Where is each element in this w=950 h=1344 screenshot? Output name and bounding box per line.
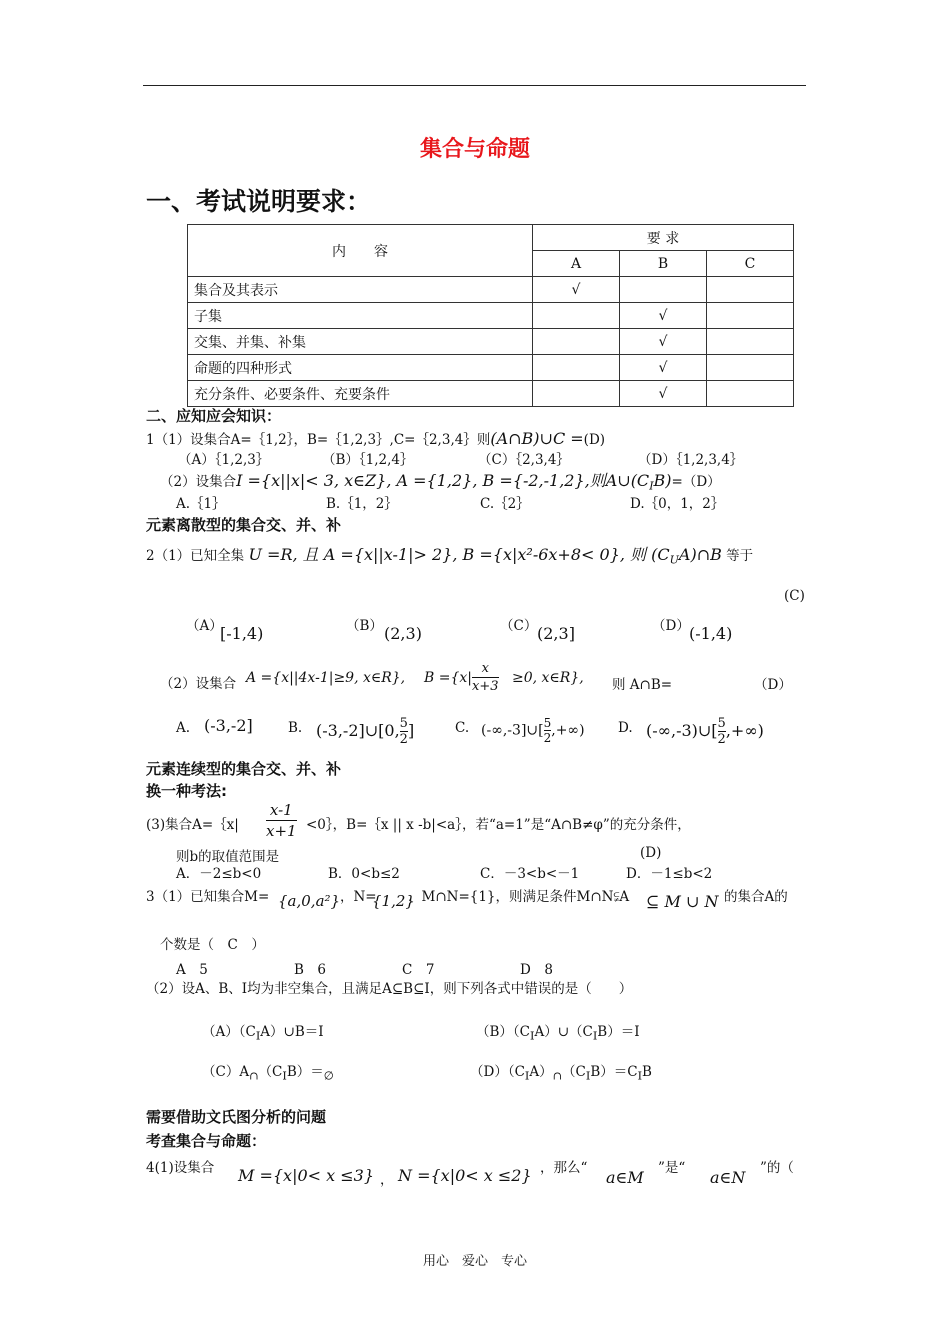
q4-option-c: C 7 xyxy=(402,962,435,978)
q1-part2-option-b: B.｛1，2｝ xyxy=(326,496,398,512)
level-a-header: A xyxy=(533,251,620,277)
q4p2-option-c: $(C)A_\cap(C_IB)=_\emptyset$ xyxy=(202,1064,334,1083)
q4-set-m: {a,0,a²} xyxy=(278,892,341,910)
q1-part2: （2）设集合I ={x||x|< 3, x∈Z}, A ={1,2}, B ={-2,-1,2},则$A\cup(C_IB)=(D)$ xyxy=(160,471,721,493)
q2-option-c-value: (2,3] xyxy=(537,624,575,643)
table-header-content: 内 容 xyxy=(188,225,533,277)
row-label: 交集、并集、补集 xyxy=(188,329,533,355)
section-heading-knowledge: 二、应知应会知识： xyxy=(146,407,282,425)
q2-set-b-left: B ={x| xyxy=(424,670,472,686)
page-title: 集合与命题 xyxy=(419,137,530,162)
check-mark: √ xyxy=(620,381,707,407)
empty-set-symbol: ∅ xyxy=(323,1069,334,1083)
q4p2-option-a: $(A)(C_IA)\cup B=I$ xyxy=(202,1024,324,1043)
table-row xyxy=(188,329,794,355)
q3-prefix: (3)集合A=｛x| xyxy=(146,817,239,833)
row-label: 集合及其表示 xyxy=(188,277,533,303)
table-row xyxy=(188,381,794,407)
row-label: 充分条件、必要条件、充要条件 xyxy=(188,381,533,407)
q4-line1-suffix: 的集合A的 xyxy=(724,889,788,905)
table-row xyxy=(188,355,794,381)
heading-continuous: 元素连续型的集合交、并、补 xyxy=(146,760,342,778)
q3-answer: (D) xyxy=(640,845,662,861)
q1-option-d: （D）｛1,2,3,4｝ xyxy=(638,452,744,468)
q4p2-option-d: $(D)(C_IA)_\cap(C_IB)=C_IB$ xyxy=(470,1064,652,1083)
q1-option-b: （B）｛1,2,4｝ xyxy=(322,452,414,468)
q4p2-option-b: $(B)(C_IA)\cup(C_IB)=I$ xyxy=(476,1024,640,1043)
q5-condition-2: a∈N xyxy=(710,1168,746,1187)
q3-fraction: x-1 x+1 xyxy=(266,801,297,840)
q5-set-n: N ={x|0< x ≤2} xyxy=(398,1166,532,1185)
q2-part2-prefix: （2）设集合 xyxy=(160,676,237,692)
header-rule xyxy=(143,85,806,86)
q2-part2-ask: 则 A∩B= xyxy=(612,677,673,693)
q1-option-a: （A）｛1,2,3｝ xyxy=(178,452,270,468)
heading-discrete: 元素离散型的集合交、并、补 xyxy=(146,516,342,534)
q2p2-option-b-label: B. xyxy=(288,720,303,736)
q4-option-a: A 5 xyxy=(176,962,208,978)
q2-option-c-label: （C） xyxy=(500,618,538,634)
q4-line1-mid2: ，M∩N={1}，则满足条件M∩N⫋A xyxy=(408,889,630,905)
check-mark: √ xyxy=(533,277,620,303)
q1-part2-option-a: A.｛1｝ xyxy=(176,496,226,512)
q3-option-d: D．－1≤b<2 xyxy=(626,866,713,882)
requirements-table xyxy=(187,224,794,407)
table-row xyxy=(188,277,794,303)
q2p2-option-d-label: D. xyxy=(618,720,633,736)
q5-condition-1: a∈M xyxy=(606,1168,644,1187)
q2p2-option-b: (-3,-2]∪[0, $\frac{5}{2}$ ] xyxy=(316,716,415,747)
q2-option-d-value: (-1,4) xyxy=(689,624,733,643)
q4-set-n: {1,2} xyxy=(372,892,415,910)
q2-option-b-value: (2,3) xyxy=(384,624,422,643)
q2p2-option-d: (-∞,-3)∪[ $\frac{5}{2}$ ,+∞) xyxy=(646,716,764,747)
q2-option-a-value: [-1,4) xyxy=(220,624,264,643)
q1-part2-option-c: C.｛2｝ xyxy=(480,496,530,512)
table-row xyxy=(188,303,794,329)
q4-subset-expr: ⊆ M ∪ N xyxy=(646,892,719,911)
q5-mid2: ”是“ xyxy=(658,1160,686,1176)
q2p2-option-a: (-3,-2] xyxy=(204,716,253,735)
level-b-header: B xyxy=(620,251,707,277)
q4-part2: （2）设A、B、I均为非空集合，且满足A⊆B⊆I，则下列各式中错误的是（ ） xyxy=(146,981,633,997)
heading-venn: 需要借助文氏图分析的问题 xyxy=(146,1108,327,1126)
q2-part2-answer: （D） xyxy=(754,677,792,693)
q5-tail: ”的（ xyxy=(760,1160,794,1176)
check-mark: √ xyxy=(620,355,707,381)
q5-comma: ， xyxy=(380,1172,394,1188)
row-label: 命题的四种形式 xyxy=(188,355,533,381)
q3-option-c: C．－3<b<－1 xyxy=(480,866,580,882)
q3-line2: 则b的取值范围是 xyxy=(176,849,280,865)
q4-line1-prefix: 3（1）已知集合M= xyxy=(146,889,270,905)
q3-condition: <0｝，B=｛x || x -b|<a｝，若“a=1”是“A∩B≠φ”的充分条件， xyxy=(306,817,691,833)
q2p2-option-c: (-∞,-3]∪[ $\frac{5}{2}$ ,+∞) xyxy=(481,716,585,745)
q2-option-b-label: （B） xyxy=(346,618,383,634)
q5-set-m: M ={x|0< x ≤3} xyxy=(238,1166,375,1185)
q2p2-option-c-label: C. xyxy=(455,720,470,736)
page-footer: 用心 爱心 专心 xyxy=(422,1254,527,1269)
q2-set-b-right: ≥0, x∈R}, xyxy=(512,670,584,686)
q2-answer: (C) xyxy=(784,588,805,604)
q1-line1: 1（1）设集合A=｛1,2｝，B=｛1,2,3｝,C=｛2,3,4｝则(A∩B)∪C =(D) xyxy=(146,429,606,448)
heading-propositions: 考查集合与命题： xyxy=(146,1132,267,1150)
q2-line1: 2（1）已知全集 U =R, 且 A ={x||x-1|> 2}, B ={x|x²-6x+8< 0}, 则 $(C_UA)\cap B$ 等于 xyxy=(146,545,754,567)
q5-prefix: 4(1)设集合 xyxy=(146,1160,215,1176)
q2-fraction: x x+3 xyxy=(472,661,499,694)
heading-alternative: 换一种考法: xyxy=(146,782,227,800)
q2-option-d-label: （D） xyxy=(652,618,690,634)
q5-mid: ，那么“ xyxy=(540,1160,588,1176)
check-mark: √ xyxy=(620,303,707,329)
section-heading-requirements: 一、考试说明要求： xyxy=(146,187,372,216)
level-c-header: C xyxy=(707,251,794,277)
q1-part2-option-d: D.｛0，1，2｝ xyxy=(630,496,725,512)
row-label: 子集 xyxy=(188,303,533,329)
q3-option-a: A．－2≤b<0 xyxy=(176,866,262,882)
q4-line2: 个数是（ C ） xyxy=(160,937,265,953)
q3-option-b: B．0<b≤2 xyxy=(328,866,400,882)
q2-option-a-label: （A） xyxy=(186,618,223,634)
q1-option-c: （C）｛2,3,4｝ xyxy=(478,452,570,468)
q4-line1-mid1: ，N= xyxy=(340,889,377,905)
q4-option-b: B 6 xyxy=(294,962,327,978)
q2p2-option-a-label: A. xyxy=(176,720,191,736)
q2-set-a: A ={x||4x-1|≥9, x∈R}, xyxy=(246,670,406,686)
check-mark: √ xyxy=(620,329,707,355)
table-header-requirement: 要 求 xyxy=(533,225,794,251)
q4-option-d: D 8 xyxy=(520,962,553,978)
